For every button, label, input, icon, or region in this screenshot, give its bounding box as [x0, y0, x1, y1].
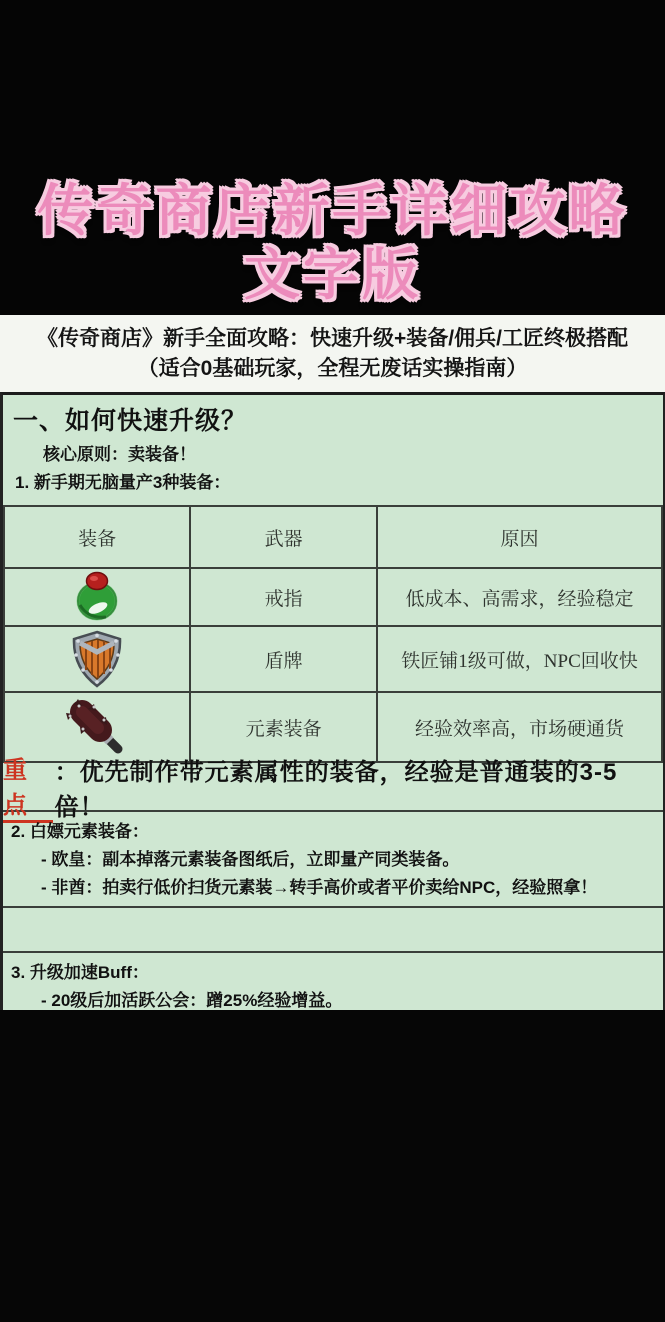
- weapon-reason: 经验效率高，市场硬通货: [377, 692, 662, 762]
- weapon-name: 元素装备: [190, 692, 377, 762]
- section-free-element-gear: [3, 812, 663, 908]
- weapon-reason: 低成本、高需求，经验稳定: [377, 568, 662, 626]
- section1-principle: 核心原则：卖装备！: [43, 445, 196, 464]
- shield-cell: [4, 626, 190, 692]
- table-row: [4, 626, 662, 692]
- weapon-reason: 铁匠铺1级可做，NPC回收快: [377, 626, 662, 692]
- section2-bullet2: - 非酋：拍卖行低价扫货元素装→转手高价或者平价卖给NPC，经验照拿！: [41, 878, 598, 897]
- ring-cell: [4, 568, 190, 626]
- table-header-row: [4, 506, 662, 568]
- content-panel: [0, 392, 665, 1010]
- section2-bullet1: - 欧皇：副本掉落元素装备图纸后，立即量产同类装备。: [41, 850, 460, 869]
- club-icon: [6, 697, 188, 757]
- col-header-reason: 原因: [377, 506, 662, 568]
- top-banner: [0, 0, 665, 315]
- key-point-label: 重点: [3, 750, 53, 823]
- section3-bullet1: - 20级后加活跃公会：蹭25%经验增益。: [41, 991, 343, 1010]
- guide-header-line2: （适合0基础玩家，全程无废话实操指南）: [137, 356, 528, 380]
- page-title-line1: 传奇商店新手详细攻略: [37, 179, 628, 242]
- shield-icon: [6, 630, 188, 688]
- section1-item: 1. 新手期无脑量产3种装备：: [15, 473, 231, 492]
- col-header-weapon: 武器: [190, 506, 377, 568]
- guide-header: [0, 315, 665, 392]
- bottom-banner: [0, 1010, 665, 1322]
- page-title-line2: 文字版: [244, 243, 421, 306]
- section3-heading: 3. 升级加速Buff：: [11, 963, 149, 982]
- ring-icon: [6, 571, 188, 623]
- weapon-name: 戒指: [190, 568, 377, 626]
- empty-row: [3, 908, 663, 953]
- table-row: [4, 568, 662, 626]
- key-point-text: ：优先制作带元素属性的装备，经验是普通装的3-5倍！: [54, 758, 618, 821]
- section2-heading: 2. 白嫖元素装备：: [11, 822, 149, 841]
- section-how-to-level: [3, 395, 663, 493]
- section1-heading: 一、如何快速升级？: [13, 407, 248, 435]
- col-header-equipment: 装备: [4, 506, 190, 568]
- key-point-banner: [3, 757, 663, 821]
- guide-header-line1: 《传奇商店》新手全面攻略：快速升级+装备/佣兵/工匠终极搭配: [37, 326, 628, 350]
- equipment-table: [3, 505, 663, 763]
- weapon-name: 盾牌: [190, 626, 377, 692]
